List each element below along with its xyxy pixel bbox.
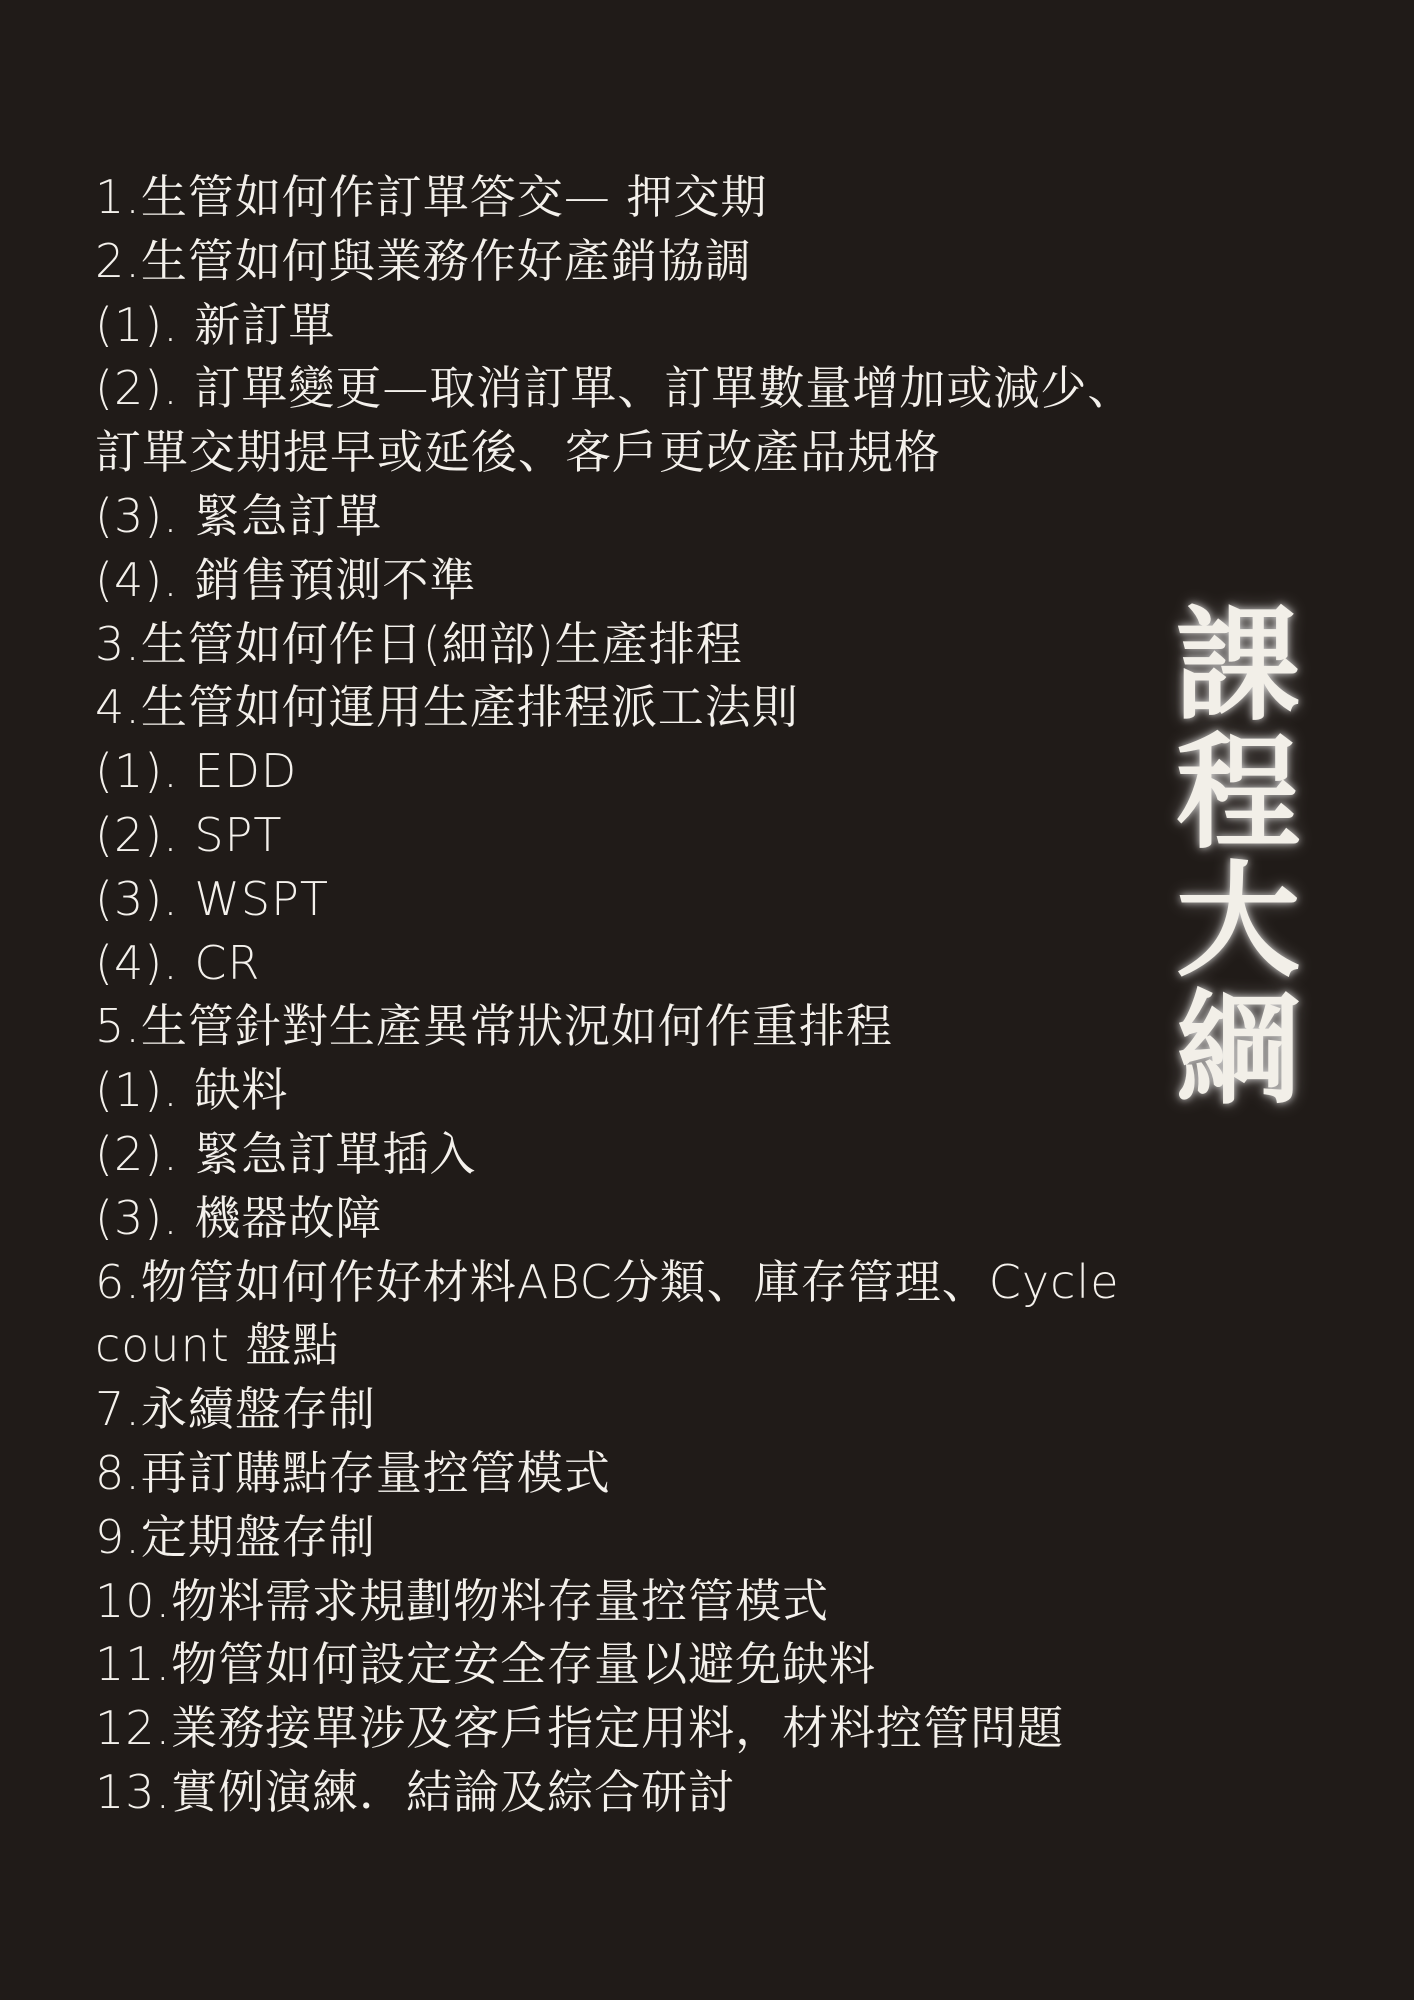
outline-line: (3). 機器故障	[95, 1190, 383, 1245]
outline-line: (1). 新訂單	[95, 297, 336, 352]
outline-line: 1.生管如何作訂單答交— 押交期	[95, 170, 768, 224]
outline-line: (1). EDD	[95, 744, 298, 799]
title-char: 課	[1176, 593, 1301, 738]
outline-line: 訂單交期提早或延後、客戶更改產品規格	[95, 425, 941, 480]
outline-line: 6.物管如何作好材料ABC分類、庫存管理、Cycle	[95, 1254, 1120, 1309]
outline-line: (1). 缺料	[95, 1063, 289, 1118]
outline-line: 10.物料需求規劃物料存量控管模式	[95, 1573, 830, 1628]
outline-line: 7.永續盤存制	[95, 1382, 376, 1437]
vertical-page-title	[1176, 593, 1301, 1122]
outline-line: 9.定期盤存制	[95, 1509, 376, 1564]
outline-line: count 盤點	[95, 1318, 340, 1373]
outline-line: (2). SPT	[95, 807, 283, 862]
outline-line: (3). 緊急訂單	[95, 488, 383, 543]
outline-line: (2). 緊急訂單插入	[95, 1126, 477, 1181]
outline-line: (2). 訂單變更—取消訂單、訂單數量增加或減少、	[95, 361, 1135, 416]
outline-line: (4). CR	[95, 935, 261, 990]
outline-line: 12.業務接單涉及客戶指定用料，材料控管問題	[95, 1701, 1065, 1756]
outline-line: (4). 銷售預測不準	[95, 552, 477, 607]
outline-line: 4.生管如何運用生產排程派工法則	[95, 680, 799, 735]
outline-line: 3.生管如何作日(細部)生產排程	[95, 616, 743, 671]
title-char: 大	[1176, 849, 1301, 994]
title-char: 綱	[1176, 977, 1301, 1122]
course-outline-list	[95, 166, 1295, 1825]
outline-line: (3). WSPT	[95, 871, 329, 926]
outline-line: 11.物管如何設定安全存量以避免缺料	[95, 1637, 877, 1692]
outline-line: 2.生管如何與業務作好產銷協調	[95, 233, 752, 288]
title-char: 程	[1176, 721, 1301, 866]
outline-line: 8.再訂購點存量控管模式	[95, 1445, 611, 1500]
outline-line: 13.實例演練．結論及綜合研討	[95, 1764, 736, 1819]
outline-line: 5.生管針對生產異常狀況如何作重排程	[95, 999, 893, 1054]
